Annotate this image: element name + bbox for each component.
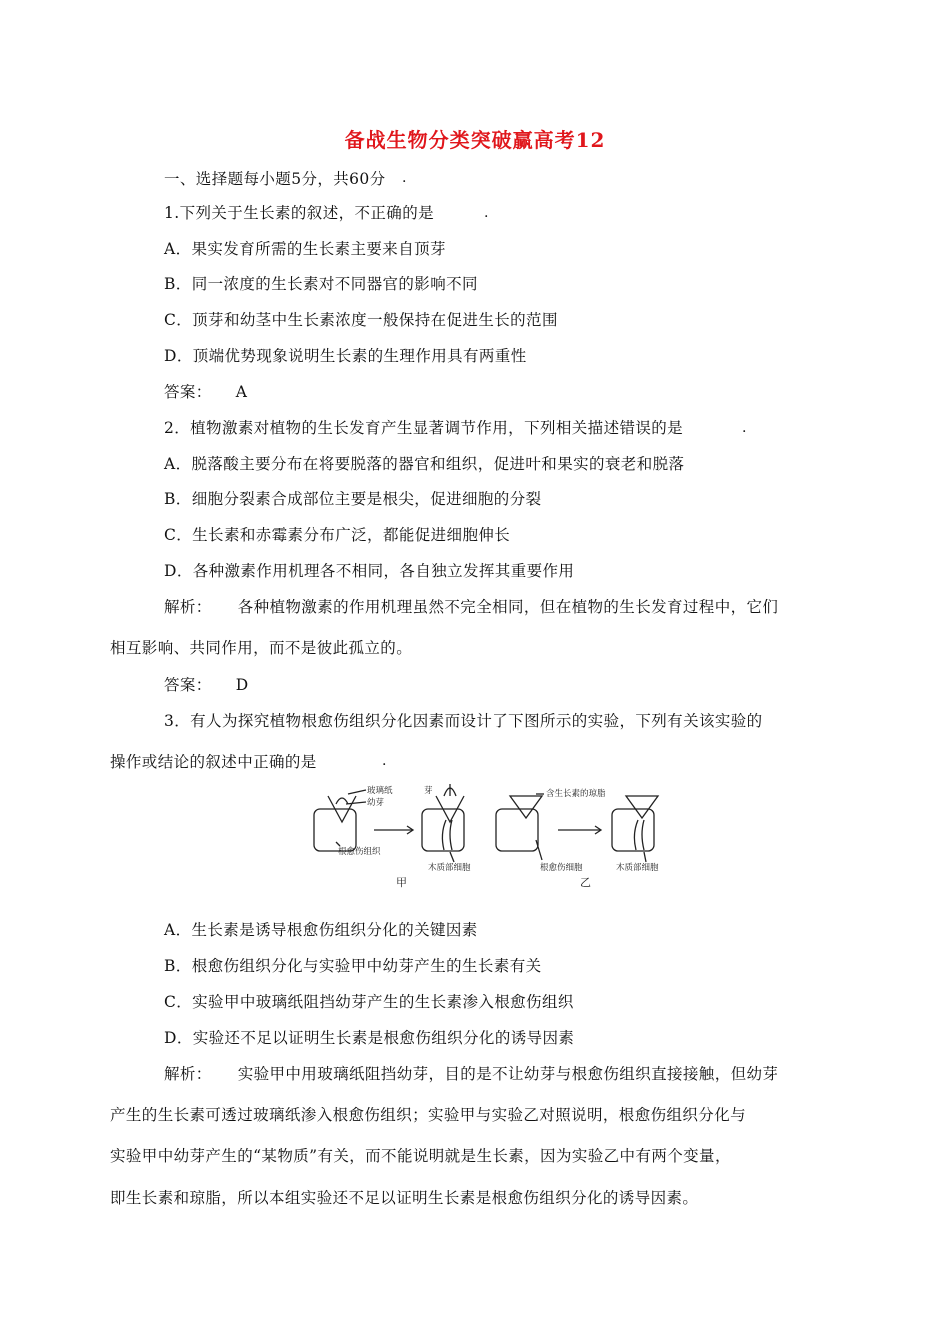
q3-analysis-line-3: 实验甲中幼芽产生的“某物质”有关，而不能说明就是生长素，因为实验乙中有两个变量，	[110, 1147, 731, 1165]
stray-dot: .	[484, 205, 489, 221]
agar-block-icon	[626, 796, 658, 818]
label-young-bud: 幼芽	[367, 798, 385, 808]
q1-option-c: C．顶芽和幼茎中生长素浓度一般保持在促进生长的范围	[164, 311, 558, 329]
q2-analysis-label: 解析：	[164, 598, 212, 616]
q3-analysis-line-1	[164, 1062, 778, 1084]
q1-stem: 1.下列关于生长素的叙述，不正确的是	[164, 204, 434, 222]
q2-answer-value: D	[235, 676, 249, 694]
q2-option-c: C．生长素和赤霉素分布广泛，都能促进细胞伸长	[164, 526, 511, 544]
label-bud: 芽	[424, 786, 433, 796]
bud-icon	[336, 798, 348, 804]
q2-analysis-line-2: 相互影响、共同作用，而不是彼此孤立的。	[110, 639, 413, 657]
caption-a: 甲	[396, 876, 407, 889]
q2-option-a: A．脱落酸主要分布在将要脱落的器官和组织，促进叶和果实的衰老和脱落	[164, 455, 685, 473]
q2-analysis-text: 各种植物激素的作用机理虽然不完全相同，但在植物的生长发育过程中，它们	[237, 598, 779, 616]
label-glass-paper: 玻璃纸	[367, 786, 393, 796]
q1-answer	[164, 380, 247, 402]
callus-block-icon	[496, 809, 538, 851]
q2-answer	[164, 673, 249, 695]
q3-option-d: D．实验还不足以证明生长素是根愈伤组织分化的诱导因素	[164, 1029, 575, 1047]
section-heading: 一、选择题每小题5分，共60分	[164, 170, 386, 188]
q3-stem-line-2: 操作或结论的叙述中正确的是	[110, 753, 317, 771]
q1-answer-value: A	[235, 383, 248, 401]
callus-block-icon	[612, 809, 654, 851]
q2-answer-label: 答案：	[164, 676, 212, 694]
label-agar: 含生长素的琼脂	[546, 789, 606, 799]
agar-block-icon	[510, 796, 542, 818]
experiment-figure	[300, 782, 680, 892]
q3-analysis-text: 实验甲中用玻璃纸阻挡幼芽，目的是不让幼芽与根愈伤组织直接接触，但幼芽	[237, 1065, 779, 1083]
q3-analysis-line-2: 产生的生长素可透过玻璃纸渗入根愈伤组织；实验甲与实验乙对照说明，根愈伤组织分化与	[110, 1106, 747, 1124]
bud-icon	[444, 784, 456, 796]
q2-option-d: D．各种激素作用机理各不相同，各自独立发挥其重要作用	[164, 562, 575, 580]
label-xylem-a: 木质部细胞	[428, 863, 471, 873]
callus-block-icon	[314, 809, 356, 851]
q1-answer-label: 答案：	[164, 383, 212, 401]
q1-option-d: D．顶端优势现象说明生长素的生理作用具有两重性	[164, 347, 527, 365]
q2-stem: 2．植物激素对植物的生长发育产生显著调节作用，下列相关描述错误的是	[164, 419, 684, 437]
q3-analysis-label: 解析：	[164, 1065, 212, 1083]
stray-dot: .	[382, 753, 387, 769]
xylem-cells-icon	[634, 820, 644, 850]
q2-analysis-line-1	[164, 595, 778, 617]
xylem-cells-icon	[442, 820, 452, 850]
label-callus-b: 根愈伤细胞	[540, 863, 583, 873]
label-callus-a: 根愈伤组织	[338, 847, 381, 857]
q2-option-b: B．细胞分裂素合成部位主要是根尖，促进细胞的分裂	[164, 490, 542, 508]
q3-stem-line-1: 3．有人为探究植物根愈伤组织分化因素而设计了下图所示的实验，下列有关该实验的	[164, 712, 763, 730]
stray-dot: .	[402, 170, 407, 186]
stray-dot: .	[742, 420, 747, 436]
caption-b: 乙	[580, 876, 591, 889]
q3-analysis-line-4: 即生长素和琼脂，所以本组实验还不足以证明生长素是根愈伤组织分化的诱导因素。	[110, 1189, 699, 1207]
q3-option-c: C．实验甲中玻璃纸阻挡幼芽产生的生长素渗入根愈伤组织	[164, 993, 574, 1011]
q3-option-b: B．根愈伤组织分化与实验甲中幼芽产生的生长素有关	[164, 957, 542, 975]
q3-option-a: A．生长素是诱导根愈伤组织分化的关键因素	[164, 921, 478, 939]
q1-option-a: A．果实发育所需的生长素主要来自顶芽	[164, 240, 446, 258]
document-title: 备战生物分类突破赢高考12	[344, 128, 606, 152]
q1-option-b: B．同一浓度的生长素对不同器官的影响不同	[164, 275, 478, 293]
label-xylem-b: 木质部细胞	[616, 863, 659, 873]
